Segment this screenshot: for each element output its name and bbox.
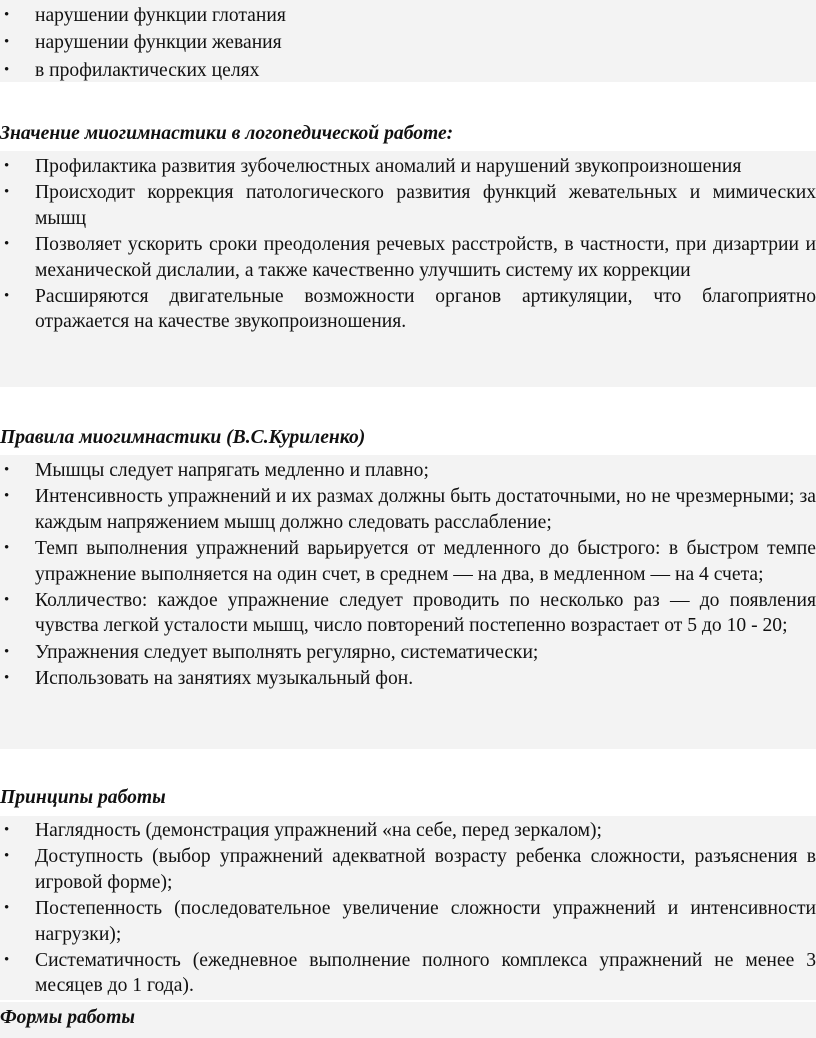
list-item: • Мышцы следует напрягать медленно и плавно; bbox=[0, 458, 816, 483]
list-item: • Наглядность (демонстрация упражнений «на себе, перед зеркалом); bbox=[0, 818, 816, 843]
significance-list bbox=[0, 154, 816, 335]
bullet-icon: • bbox=[4, 540, 10, 557]
bullet-icon: • bbox=[4, 848, 10, 865]
list-item: • Профилактика развития зубочелюстных аномалий и нарушений звукопроизношения bbox=[0, 154, 816, 179]
section-heading-significance: Значение миогимнастики в логопедической работе: bbox=[0, 123, 454, 144]
bullet-icon: • bbox=[4, 643, 10, 660]
bullet-icon: • bbox=[4, 592, 10, 609]
bullet-icon: • bbox=[4, 7, 10, 23]
list-item: • нарушении функции жевания bbox=[0, 30, 816, 55]
list-item: • нарушении функции глотания bbox=[0, 3, 816, 28]
list-item: • Колличество: каждое упражнение следует проводить по несколько раз — до появления чувства легкой усталости мышц, число повторений постепенно возрастает от 5 до 10 - 20; bbox=[4, 590, 816, 637]
rules-list bbox=[0, 458, 816, 692]
bullet-icon: • bbox=[4, 952, 10, 969]
bullet-icon: • bbox=[4, 288, 10, 305]
section-heading-rules: Правила миогимнастики (В.С.Куриленко) bbox=[0, 427, 366, 448]
section-heading-forms: Формы работы bbox=[0, 1007, 135, 1028]
list-item: • Упражнения следует выполнять регулярно, систематически; bbox=[0, 640, 816, 665]
list-item: • Использовать на занятиях музыкальный фон. bbox=[0, 666, 816, 691]
bullet-icon: • bbox=[4, 61, 10, 78]
principles-list bbox=[0, 818, 816, 999]
list-item: • Интенсивность упражнений и их размах должны быть достаточными, но не чрезмерными; за каждым напряжением мышц должно следовать расслабление; bbox=[4, 486, 816, 533]
bullet-icon: • bbox=[4, 900, 10, 917]
bullet-icon: • bbox=[4, 488, 10, 505]
list-item: • Происходит коррекция патологического развития функций жевательных и мимических мышц bbox=[4, 182, 816, 229]
bullet-icon: • bbox=[4, 158, 10, 174]
bullet-icon: • bbox=[4, 34, 10, 51]
bullet-icon: • bbox=[4, 822, 10, 838]
bullet-icon: • bbox=[4, 236, 10, 253]
list-item: • Постепенность (последовательное увеличение сложности упражнений и интенсивности нагрузки); bbox=[4, 898, 816, 945]
top-bullet-list bbox=[0, 3, 816, 83]
bullet-icon: • bbox=[4, 184, 10, 201]
bullet-icon: • bbox=[4, 670, 10, 687]
list-item: • Систематичность (ежедневное выполнение полного комплекса упражнений не менее 3 месяцев до 1 года). bbox=[4, 950, 816, 997]
list-item: • в профилактических целях bbox=[0, 58, 816, 83]
list-item: • Расширяются двигательные возможности органов артикуляции, что благоприятно отражается на качестве звукопроизношения. bbox=[4, 286, 816, 333]
list-item: • Позволяет ускорить сроки преодоления речевых расстройств, в частности, при дизартрии и механической дислалии, а также качественно улучшить систему их коррекции bbox=[4, 234, 816, 281]
section-heading-principles: Принципы работы bbox=[0, 787, 166, 808]
list-item: • Темп выполнения упражнений варьируется от медленного до быстрого: в быстром темпе упражнение выполняется на один счет, в среднем — на два, в медленном — на 4 счета; bbox=[4, 538, 816, 585]
list-item: • Доступность (выбор упражнений адекватной возрасту ребенка сложности, разъяснения в игровой форме); bbox=[4, 846, 816, 893]
bullet-icon: • bbox=[4, 462, 10, 478]
